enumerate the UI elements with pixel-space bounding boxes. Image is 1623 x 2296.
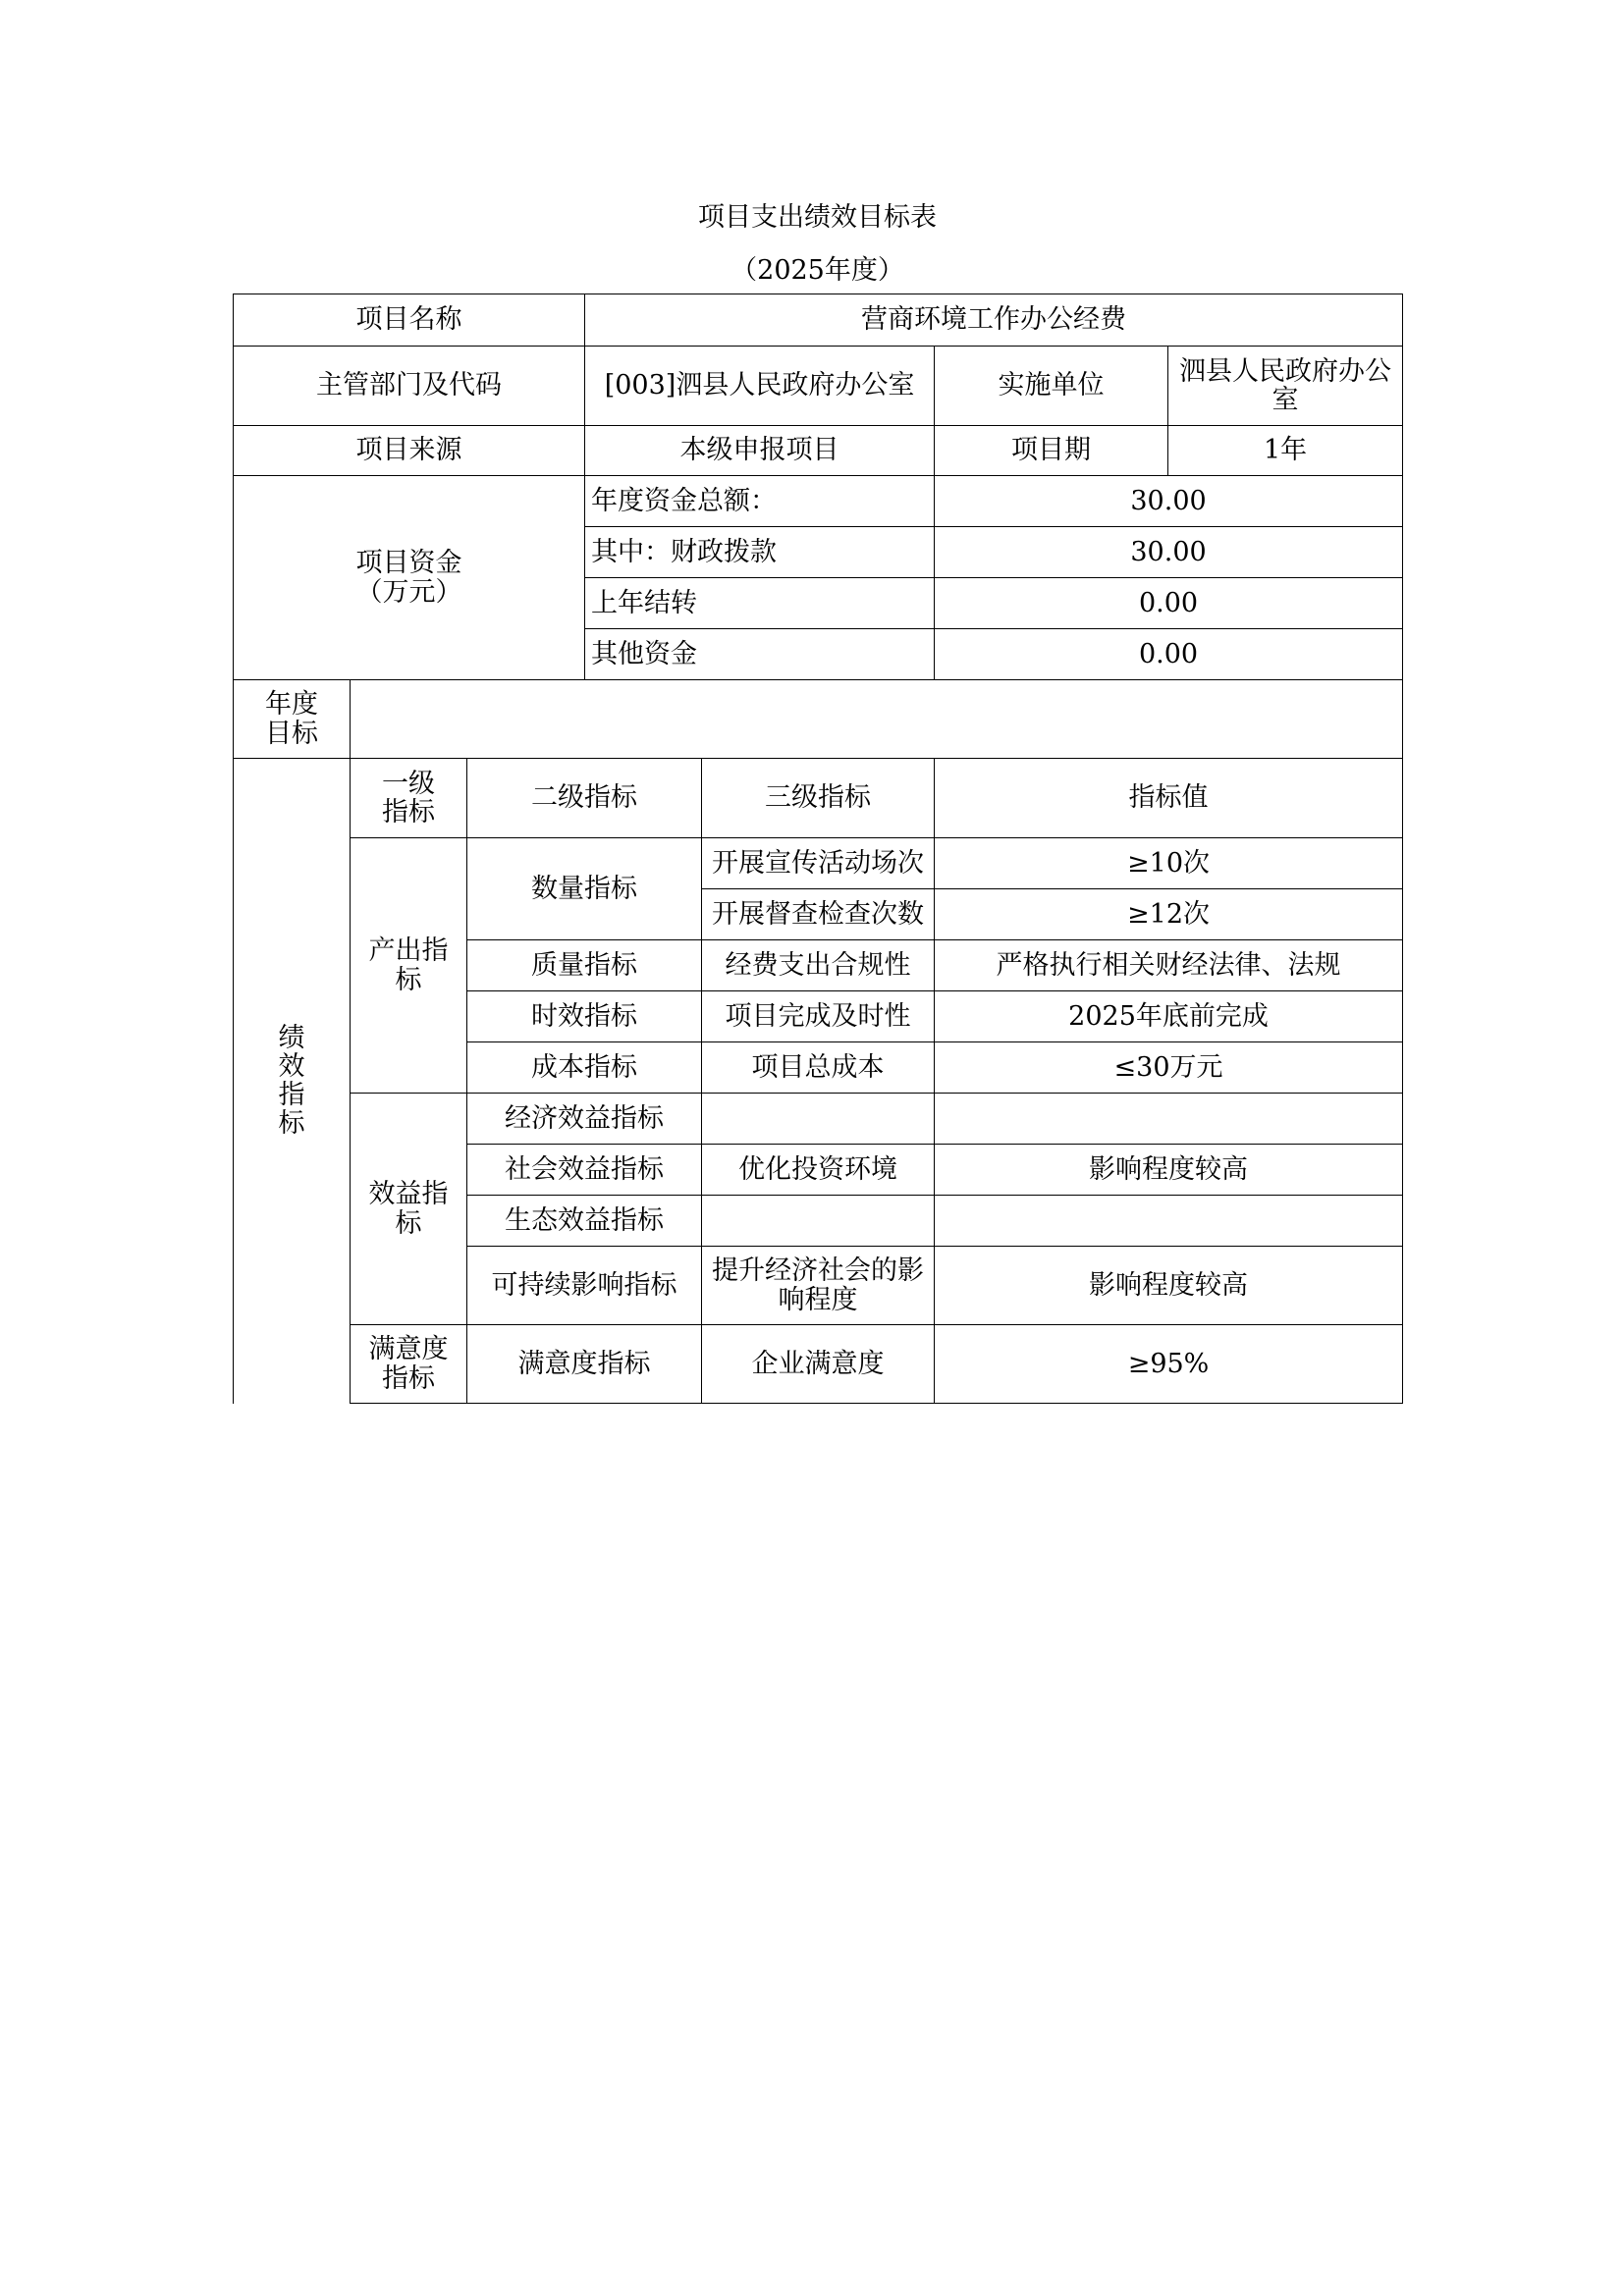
row-department — [234, 347, 1403, 426]
header-level1-cell — [351, 759, 467, 838]
funds-row-label: 年度资金总额： — [585, 476, 935, 527]
funds-row-value: 0.00 — [935, 629, 1403, 680]
level1-satisfaction-cell — [351, 1325, 467, 1404]
level3-label-empty — [702, 1094, 935, 1145]
row-indicator-header — [234, 759, 1403, 838]
level2-label: 成本指标 — [467, 1042, 702, 1094]
indicator-row — [234, 1094, 1403, 1145]
funds-label: 项目资金 — [355, 548, 462, 579]
level2-label: 质量指标 — [467, 940, 702, 991]
indicator-value: 严格执行相关财经法律、法规 — [935, 940, 1403, 991]
level1-label: 效益指标 — [368, 1179, 449, 1239]
funds-label-cell — [234, 476, 585, 680]
level3-label-empty — [702, 1196, 935, 1247]
indicator-value: ≥10次 — [935, 838, 1403, 889]
level2-label: 可持续影响指标 — [467, 1247, 702, 1325]
annual-goal-label-cell — [234, 680, 351, 759]
funds-row-value: 30.00 — [935, 527, 1403, 578]
indicator-section-label: 绩效指标 — [278, 1022, 305, 1140]
project-source-label: 项目来源 — [234, 426, 585, 476]
header-level1: 一级指标 — [382, 768, 435, 828]
doc-title: 项目支出绩效目标表 — [698, 202, 937, 233]
indicator-value-empty — [935, 1094, 1403, 1145]
project-name-value: 营商环境工作办公经费 — [585, 294, 1403, 347]
department-value: [003]泗县人民政府办公室 — [585, 347, 935, 426]
level3-label: 优化投资环境 — [702, 1145, 935, 1196]
indicator-row — [234, 838, 1403, 889]
level2-label: 满意度指标 — [467, 1325, 702, 1404]
level2-label: 生态效益指标 — [467, 1196, 702, 1247]
header-value: 指标值 — [935, 759, 1403, 838]
indicator-value: 影响程度较高 — [935, 1145, 1403, 1196]
level3-label: 开展宣传活动场次 — [702, 838, 935, 889]
level3-label: 项目总成本 — [702, 1042, 935, 1094]
indicator-value: ≥95% — [935, 1325, 1403, 1404]
level1-output-cell — [351, 838, 467, 1094]
indicator-value: ≤30万元 — [935, 1042, 1403, 1094]
funds-unit: （万元） — [355, 576, 462, 608]
level2-label: 社会效益指标 — [467, 1145, 702, 1196]
level3-label: 企业满意度 — [702, 1325, 935, 1404]
row-funds-total — [234, 476, 1403, 527]
header-level2: 二级指标 — [467, 759, 702, 838]
performance-target-table — [233, 294, 1403, 1404]
level2-label: 时效指标 — [467, 991, 702, 1042]
level3-label: 开展督查检查次数 — [702, 889, 935, 940]
indicator-value: 影响程度较高 — [935, 1247, 1403, 1325]
level1-label: 产出指标 — [368, 935, 449, 995]
funds-row-value: 30.00 — [935, 476, 1403, 527]
funds-row-value: 0.00 — [935, 578, 1403, 629]
indicator-value-empty — [935, 1196, 1403, 1247]
indicator-row — [234, 1325, 1403, 1404]
project-source-value: 本级申报项目 — [585, 426, 935, 476]
implementing-unit-value: 泗县人民政府办公室 — [1168, 347, 1403, 426]
project-period-value: 1年 — [1168, 426, 1403, 476]
level2-label: 数量指标 — [467, 838, 702, 940]
annual-goal-content — [351, 680, 1403, 759]
level3-label: 提升经济社会的影响程度 — [702, 1247, 935, 1325]
header-level3: 三级指标 — [702, 759, 935, 838]
department-label: 主管部门及代码 — [234, 347, 585, 426]
project-period-label: 项目期 — [935, 426, 1168, 476]
funds-row-label: 其中：财政拨款 — [585, 527, 935, 578]
funds-row-label: 上年结转 — [585, 578, 935, 629]
indicator-value: 2025年底前完成 — [935, 991, 1403, 1042]
level1-label: 满意度指标 — [368, 1334, 449, 1394]
row-source — [234, 426, 1403, 476]
level2-label: 经济效益指标 — [467, 1094, 702, 1145]
level3-label: 经费支出合规性 — [702, 940, 935, 991]
row-annual-goal — [234, 680, 1403, 759]
level3-label: 项目完成及时性 — [702, 991, 935, 1042]
funds-row-label: 其他资金 — [585, 629, 935, 680]
doc-subtitle: （2025年度） — [730, 255, 904, 286]
annual-goal-label: 年度目标 — [265, 689, 318, 749]
indicator-value: ≥12次 — [935, 889, 1403, 940]
level1-benefit-cell — [351, 1094, 467, 1325]
row-project-name — [234, 294, 1403, 347]
indicator-section-cell — [234, 759, 351, 1404]
implementing-unit-label: 实施单位 — [935, 347, 1168, 426]
project-name-label: 项目名称 — [234, 294, 585, 347]
